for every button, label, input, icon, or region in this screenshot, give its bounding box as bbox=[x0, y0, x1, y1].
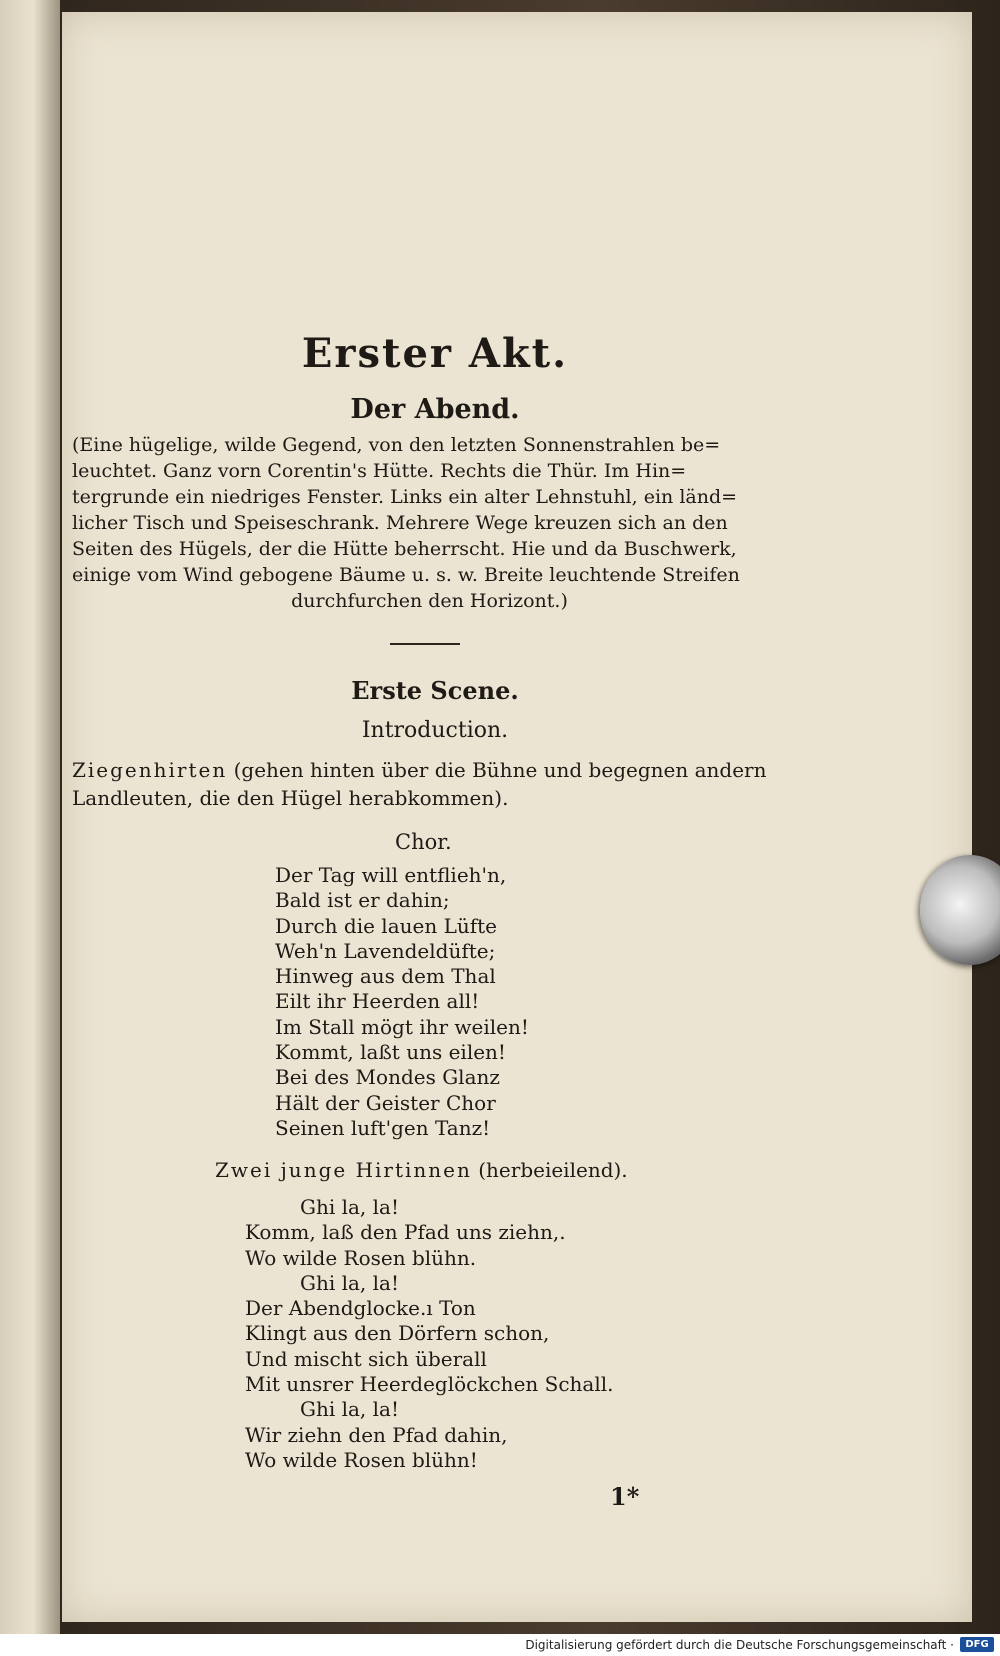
verse-line: Mit unsrer Heerdeglöckchen Schall. bbox=[245, 1372, 614, 1397]
cast-direction bbox=[72, 756, 787, 812]
section-divider bbox=[390, 643, 460, 645]
verse-line: Bald ist er dahin; bbox=[275, 888, 450, 913]
verse-line: Der Abendglocke.ı Ton bbox=[245, 1296, 476, 1321]
shepherdesses-direction-text: (herbeieilend). bbox=[471, 1158, 628, 1182]
shepherdesses-verse bbox=[245, 1195, 614, 1473]
verse-line: Wo wilde Rosen blühn! bbox=[245, 1447, 478, 1472]
verse-line: Ghi la, la! bbox=[300, 1195, 400, 1219]
character-name: Ziegenhirten bbox=[72, 758, 228, 782]
verse-line: Komm, laß den Pfad uns ziehn,. bbox=[245, 1220, 566, 1245]
verse-line: Durch die lauen Lüfte bbox=[275, 913, 498, 938]
chorus-verse bbox=[275, 863, 529, 1141]
character-name: Zwei junge Hirtinnen bbox=[215, 1158, 472, 1182]
verse-line: Ghi la, la! bbox=[300, 1270, 400, 1295]
verse-line: Wo wilde Rosen blühn. bbox=[245, 1245, 477, 1270]
stage-directions bbox=[72, 432, 787, 614]
stage-line: einige vom Wind gebogene Bäume u. s. w. Breite leuchtende Streifen bbox=[72, 564, 740, 586]
stage-line: (Eine hügelige, wilde Gegend, von den letzten Sonnenstrahlen be= bbox=[72, 434, 721, 456]
introduction-label: Introduction. bbox=[361, 718, 509, 743]
verse-line: Bei des Mondes Glanz bbox=[275, 1065, 500, 1090]
verse-line: Weh'n Lavendeldüfte; bbox=[275, 938, 496, 963]
cast-direction-text: (gehen hinten über die Bühne und begegnen andern Landleuten, die den Hügel herabkommen). bbox=[72, 758, 767, 810]
verse-line: Klingt aus den Dörfern schon, bbox=[245, 1321, 550, 1346]
first-scene-heading: Erste Scene. bbox=[351, 676, 519, 705]
verse-line: Seinen luft'gen Tanz! bbox=[275, 1115, 491, 1140]
act-title: Erster Akt. bbox=[301, 330, 569, 377]
stage-line: Seiten des Hügels, der die Hütte beherrscht. Hie und da Buschwerk, bbox=[72, 538, 737, 560]
footer-credit: Digitalisierung gefördert durch die Deutsche Forschungsgemeinschaft · bbox=[525, 1638, 954, 1652]
stage-line: leuchtet. Ganz vorn Corentin's Hütte. Rechts die Thür. Im Hin= bbox=[72, 460, 687, 482]
verse-line: Der Tag will entflieh'n, bbox=[275, 863, 507, 887]
stage-line: licher Tisch und Speiseschrank. Mehrere Wege kreuzen sich an den bbox=[72, 512, 728, 534]
verse-line: Ghi la, la! bbox=[300, 1397, 400, 1422]
dfg-logo: DFG bbox=[960, 1637, 994, 1652]
verse-line: Kommt, laßt uns eilen! bbox=[275, 1040, 506, 1065]
stage-line: tergrunde ein niedriges Fenster. Links ein alter Lehnstuhl, ein länd= bbox=[72, 486, 738, 508]
verse-line: Hinweg aus dem Thal bbox=[275, 964, 496, 989]
scene-title: Der Abend. bbox=[350, 394, 520, 425]
adjacent-page-edge bbox=[0, 0, 60, 1656]
shepherdesses-direction bbox=[215, 1158, 628, 1182]
chorus-label: Chor. bbox=[395, 830, 452, 854]
verse-line: Und mischt sich überall bbox=[245, 1346, 487, 1371]
signature-mark: 1* bbox=[610, 1482, 640, 1511]
verse-line: Wir ziehn den Pfad dahin, bbox=[245, 1422, 508, 1447]
digitization-footer bbox=[0, 1634, 1000, 1656]
verse-line: Eilt ihr Heerden all! bbox=[275, 989, 480, 1014]
verse-line: Im Stall mögt ihr weilen! bbox=[275, 1014, 529, 1039]
verse-line: Hält der Geister Chor bbox=[275, 1090, 496, 1115]
stage-line: durchfurchen den Horizont.) bbox=[291, 590, 568, 612]
